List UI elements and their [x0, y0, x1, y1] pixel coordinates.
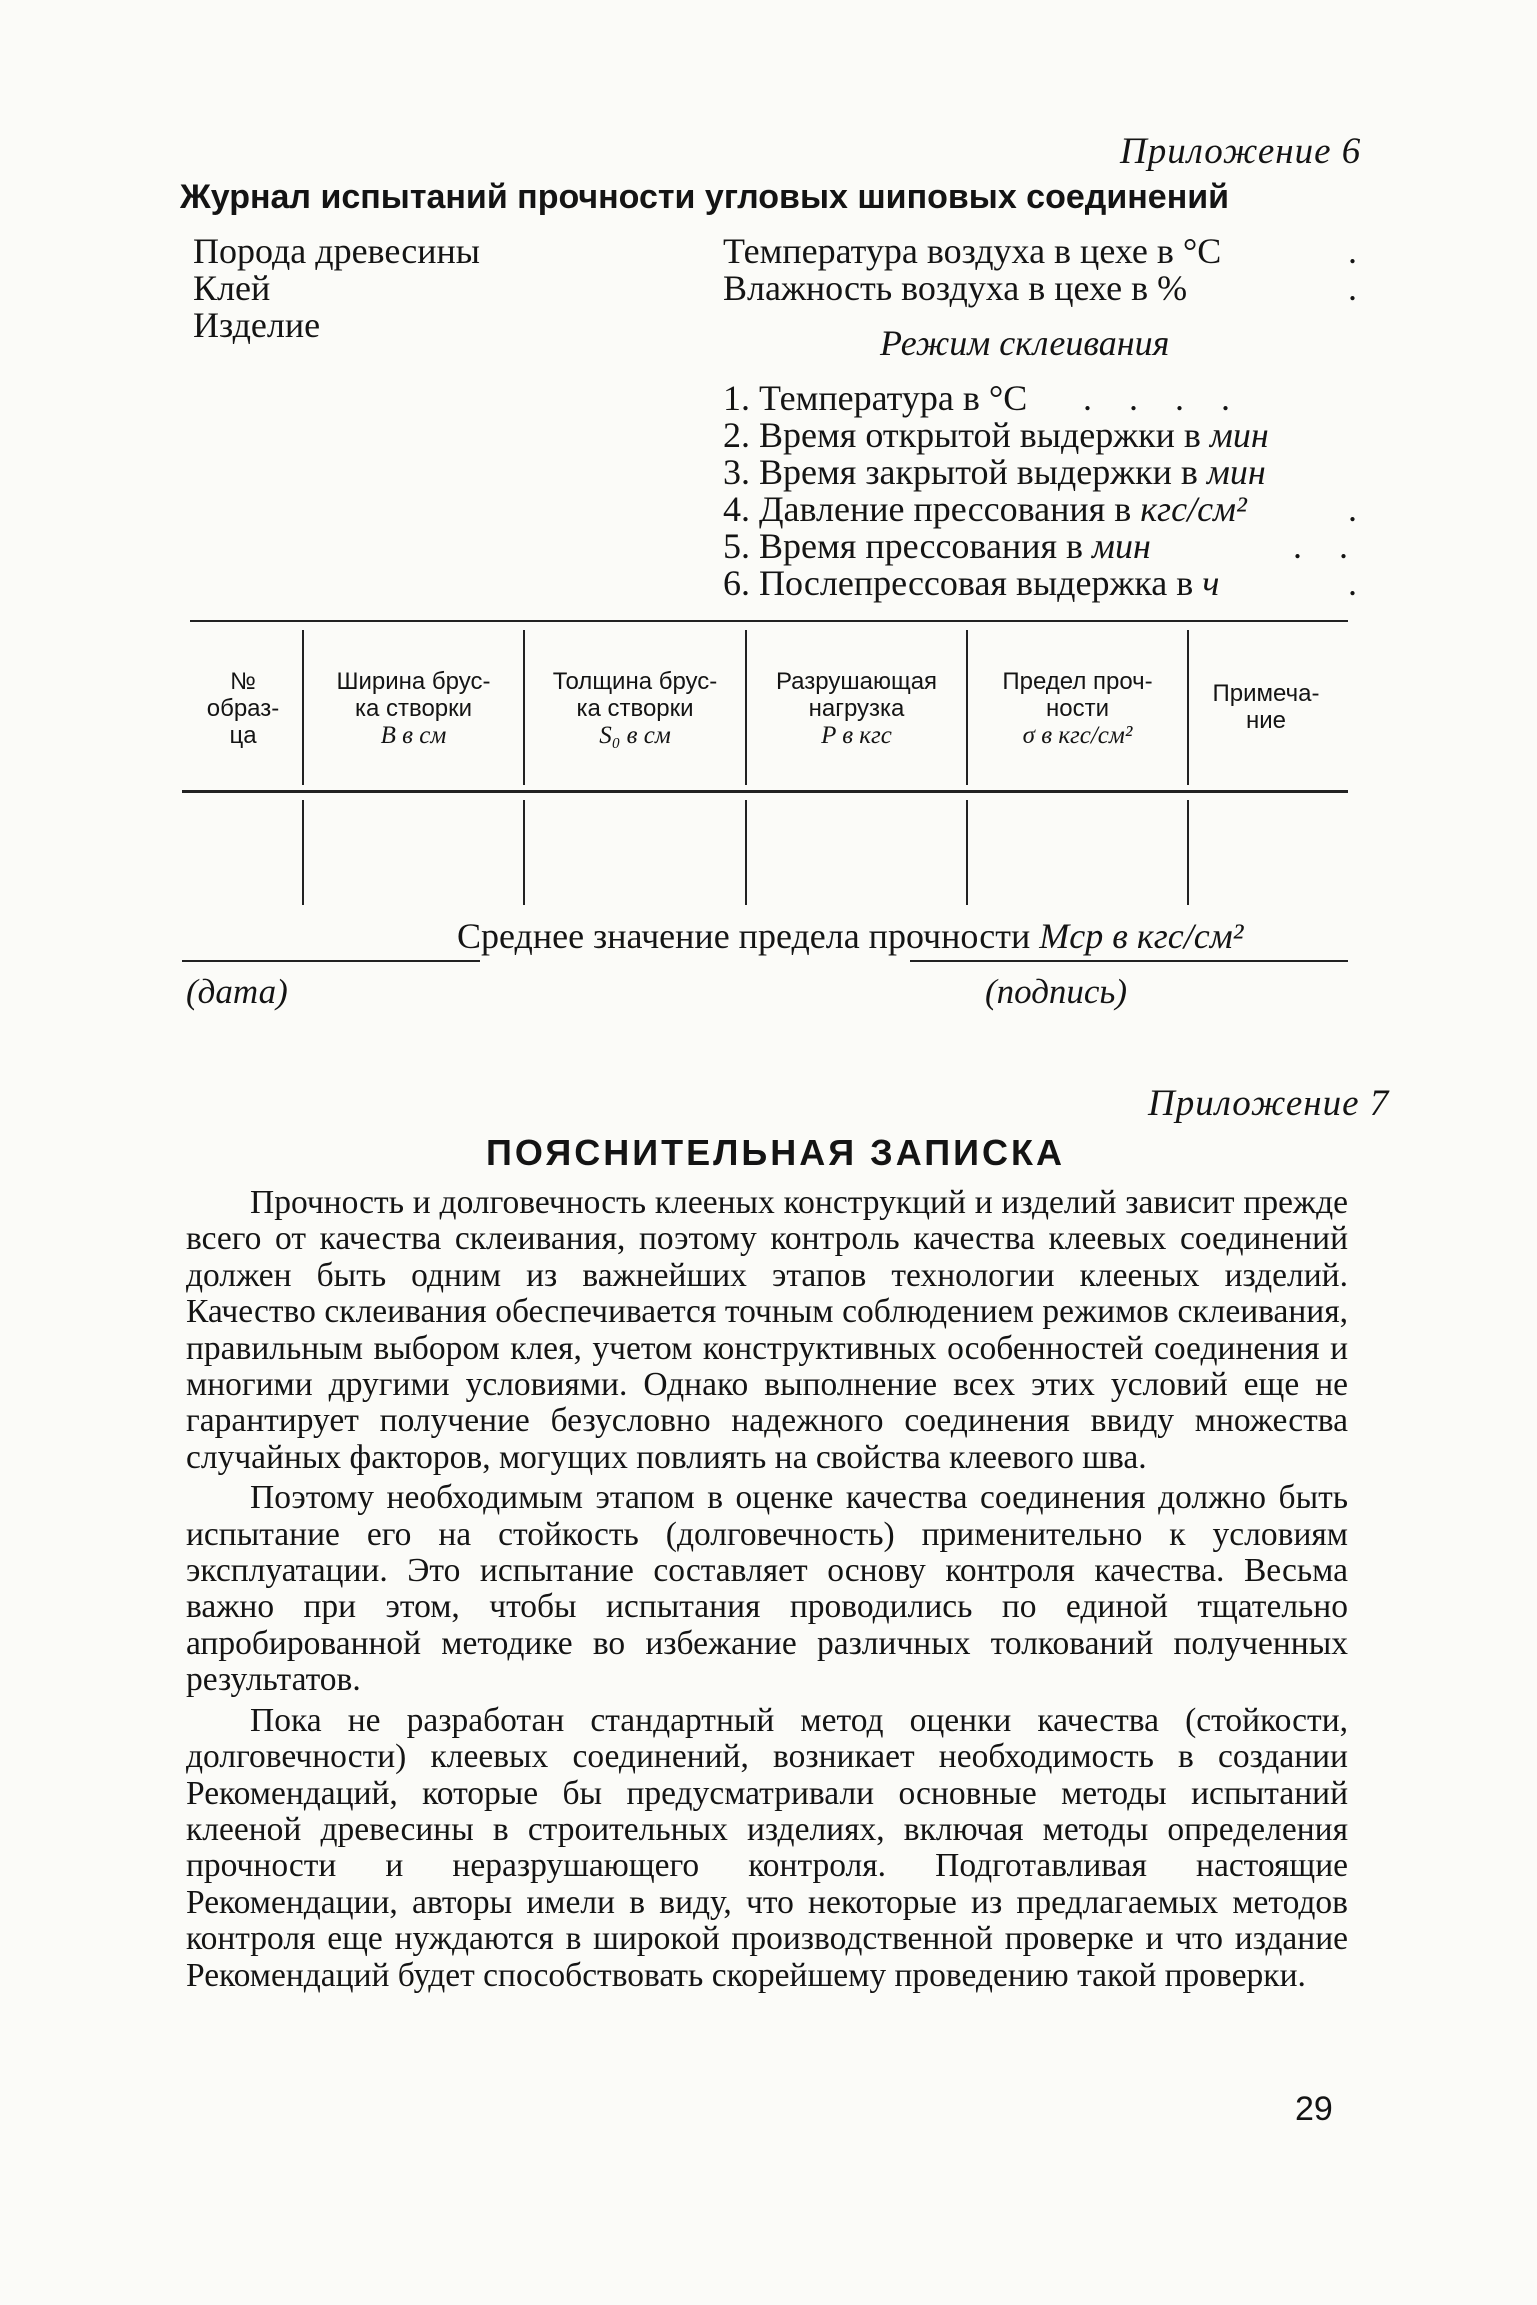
table-vline [302, 800, 304, 905]
table-header-strength: Предел проч- ности σ в кгс/см² [1002, 668, 1153, 749]
table-vline [966, 630, 968, 785]
explanatory-note-body [186, 1185, 1348, 1998]
appendix-7-label: Приложение 7 [1148, 1083, 1390, 1124]
paragraph: Пока не разработан стандартный метод оценки качества (стойкости, долговечности) клеевых соединений, возникает необходимость в создании Рекомендаций, которые бы предусматривали основные методы испытаний клееной древесины в строительных изделиях, включая методы определения прочности и неразрушающего контроля. Подготавливая настоящие Рекомендации, авторы имели в виду, что некоторые из предлагаемых методов контроля еще нуждаются в широкой производственной проверке и что издание Рекомендаций будет способствовать скорейшему проведению такой проверки. [186, 1701, 1348, 1994]
mode-item-temperature: 1. Температура в °С . . . . [723, 378, 1244, 418]
field-product: Изделие [193, 305, 321, 345]
average-strength-line: Среднее значение предела прочности Mср в кгс/см² [457, 916, 1244, 956]
mode-item-closed-time: 3. Время закрытой выдержки в мин [723, 452, 1266, 492]
table-vline [1187, 630, 1189, 785]
page-number: 29 [1295, 2090, 1333, 2128]
table-vline [745, 800, 747, 905]
mode-item-open-time: 2. Время открытой выдержки в мин [723, 415, 1269, 455]
journal-title: Журнал испытаний прочности угловых шиповых соединений [180, 178, 1230, 216]
table-header-width: Ширина брус- ка створки B в см [336, 668, 491, 749]
table-top-rule [190, 620, 1348, 622]
mode-item-post-press: 6. Послепрессовая выдержка в ч . [723, 563, 1357, 603]
paragraph: Поэтому необходимым этапом в оценке качества соединения должно быть испытание его на стойкость (долговечность) применительно к условиям эксплуатации. Это испытание составляет основу контроля качества. Весьма важно при этом, чтобы испытания проводились по единой тщательно апробированной методике во избежание различных толкований полученных результатов. [186, 1479, 1348, 1699]
table-vline [1187, 800, 1189, 905]
table-header-thickness: Толщина брус- ка створки S₀ в см [552, 668, 718, 749]
table-header-note: Примеча- ние [1212, 680, 1320, 734]
field-air-humidity: Влажность воздуха в цехе в % . [723, 268, 1357, 308]
signature-label: (подпись) [985, 972, 1128, 1011]
field-wood-species: Порода древесины [193, 231, 480, 271]
table-vline [302, 630, 304, 785]
field-glue: Клей [193, 268, 271, 308]
appendix-6-label: Приложение 6 [1120, 131, 1362, 172]
date-label: (дата) [186, 972, 288, 1011]
explanatory-note-title: ПОЯСНИТЕЛЬНАЯ ЗАПИСКА [486, 1132, 1065, 1173]
mode-item-press-time: 5. Время прессования в мин . . [723, 526, 1362, 566]
table-vline [523, 630, 525, 785]
mode-heading: Режим склеивания [880, 323, 1170, 363]
table-vline [523, 800, 525, 905]
table-vline [745, 630, 747, 785]
signature-line [910, 960, 1348, 962]
table-vline [966, 800, 968, 905]
date-line [182, 960, 480, 962]
paragraph: Прочность и долговечность клееных конструкций и изделий зависит прежде всего от качества склеивания, поэтому контроль качества клеевых соединений должен быть одним из важнейших этапов технологии клееных изделий. Качество склеивания обеспечивается точным соблюдением режимов склеивания, правильным выбором клея, учетом конструктивных особенностей соединения и многими другими условиями. Однако выполнение всех этих условий еще не гарантирует получение безусловно надежного соединения ввиду множества случайных факторов, могущих повлиять на свойства клеевого шва. [186, 1184, 1348, 1476]
table-header-number: № образ- ца [206, 668, 280, 749]
table-header-load: Разрушающая нагрузка P в кгс [775, 668, 938, 749]
mode-item-pressure: 4. Давление прессования в кгс/см² . [723, 489, 1357, 529]
field-air-temperature: Температура воздуха в цехе в °С . [723, 231, 1357, 271]
table-header-rule [182, 790, 1348, 793]
